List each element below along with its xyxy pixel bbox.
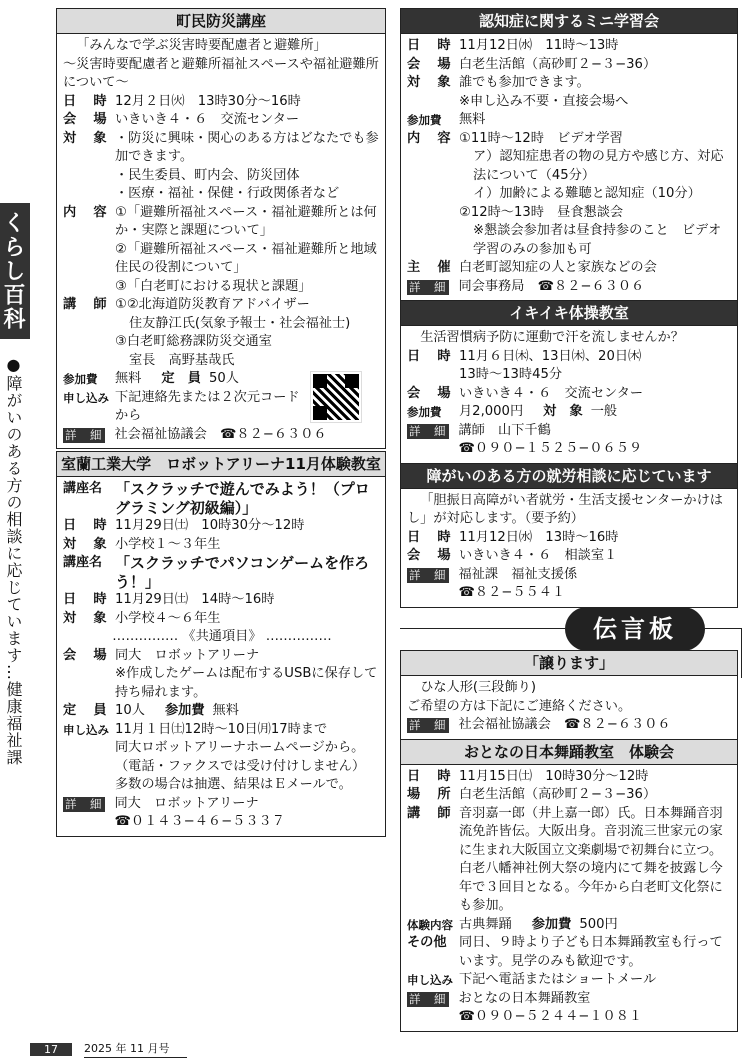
- divider-line: [705, 628, 741, 629]
- section-tag: くらし百科: [0, 203, 30, 339]
- divider-line: [741, 628, 742, 678]
- robot-target1: 小学校１〜３年生: [115, 536, 221, 552]
- ikiiki-date: 13時〜13時45分: [459, 367, 563, 382]
- robot-apply: 11月１日㈯12時〜10日㈪17時まで: [115, 721, 328, 737]
- page-number: 17: [30, 1043, 72, 1056]
- robot-fee: 無料: [212, 703, 239, 718]
- robot-date1: 11月29日㈯ 10時30分〜12時: [115, 518, 305, 533]
- issue-date: 2025 年 11 月号: [84, 1040, 187, 1058]
- buyou-box: おとなの日本舞踊教室 体験会 日 時 11月15日㈯ 10時30分〜12時 場 所 白老生活館（高砂町２−３−36） 講 師 音羽嘉一郎（井上嘉一郎）氏。日本舞踊音羽流免許皆伝。大阪出身。音羽流三世家元の家に生まれ大阪国立文楽劇場で初舞台に立つ。白老八幡神社例大祭の境内にて舞を披露し今年で３回目となる。今年から白老町文化祭にも参加。 体験内容 古典舞踊 参加費 500円 その他 同日、９時より子ども日本舞踊教室も行っています。見学のみも歓迎です。 申し込み 下記へ電話またはショートメール 詳 細 おとなの日本舞踊教室 ☎０９０−５２４４−１０８１: [400, 740, 738, 1032]
- bousai-title: 町民防災講座: [57, 9, 385, 34]
- buyou-detail: ☎０９０−５２４４−１０８１: [458, 1009, 643, 1024]
- yuzuri-detail: 社会福祉協議会 ☎８２−６３０６: [458, 717, 671, 732]
- ikiiki-place: いきいき４・６ 交流センター: [459, 385, 644, 401]
- ninchi-detail: 同会事務局 ☎８２−６３０６: [458, 278, 645, 294]
- yuzuri-item: ひな人形(三段飾り): [420, 680, 536, 695]
- buyou-title: おとなの日本舞踊教室 体験会: [401, 740, 737, 765]
- shuro-intro: 「胆振日高障がい者就労・生活支援センターかけはし」が対応します。（要予約）: [407, 492, 723, 526]
- ninchi-content: ②12時〜13時 昼食懇談会: [459, 204, 624, 220]
- yuzuri-box: 「譲ります」 ひな人形(三段飾り) ご希望の方は下記にご連絡ください。 詳 細 社会福祉協議会 ☎８２−６３０６: [400, 650, 738, 740]
- robot-place: 同大 ロボットアリーナ: [115, 647, 260, 663]
- shuro-date: 11月12日㈬ 13時〜16時: [459, 529, 619, 545]
- robot-course1: 「スクラッチで遊んでみよう！（プログラミング初級編）」: [115, 480, 370, 517]
- bousai-content: ①「避難所福祉スペース・福祉避難所とは何か・実際と課題について」: [115, 204, 377, 238]
- robot-apply: 同大ロボットアリーナホームページから。（電話・ファクスでは受け付けしません）: [115, 740, 366, 774]
- ikiiki-box: イキイキ体操教室 生活習慣病予防に運動で汗を流しませんか？ 日 時 11月６日㈭、13日㈭、20日㈭ 13時〜13時45分 会 場 いきいき４・６ 交流センター 参加費 月2,000円 対 象 一般 詳 細 講師 山下千鶴 ☎０９０−１５２５−０６５９: [400, 301, 738, 464]
- bousai-cap: 50人: [208, 371, 239, 386]
- buyou-detail: おとなの日本舞踊教室: [458, 990, 591, 1006]
- yuzuri-note: ご希望の方は下記にご連絡ください。: [407, 698, 632, 714]
- bousai-content: ③「白老町における現状と課題」: [115, 278, 312, 294]
- buyou-other: 同日、９時より子ども日本舞踊教室も行っています。見学のみも歓迎です。: [459, 935, 723, 969]
- ikiiki-title: イキイキ体操教室: [401, 301, 737, 326]
- buyou-lecturer: 音羽嘉一郎（井上嘉一郎）氏。日本舞踊音羽流免許皆伝。大阪出身。音羽流三世家元の家に生まれ大阪国立文楽劇場で初舞台に立つ。白老八幡神社例大祭の境内にて舞を披露し今年で３回目となる。今年から白老町文化祭にも参加。: [459, 805, 723, 913]
- bousai-target: ・医療・福祉・保健・行政関係者など: [115, 186, 340, 201]
- bousai-box: 町民防災講座 「みんなで学ぶ災害時要配慮者と避難所」 〜災害時要配慮者と避難所福祉スペースや福祉避難所について〜 日 時 12月２日㈫ 13時30分〜16時 会 場 いきいき４・６ 交流センター 対 象 ・防災に興味・関心のある方はどなたでも参加できます。 ・民生委員、町内会、防災団体 ・医療・福祉・保健・行政関係者など 内 容 ①「避難所福祉スペース・福祉避難所とは何か・実際と課題について」 ②「避難所福祉スペース・福祉避難所と地域住民の役割について」 ③「白老町における現状と課題」 講 師 ①②北海道防災教育アドバイザー 住友静江氏(気象予報士・社会福祉士) ③白老町総務課防災交通室 室長 高野基哉氏 参加費 無料 定 員 50人 申し込み 下記連絡先または２次元コードから 詳 細 社会福祉協議会 ☎８２−６３０６: [56, 8, 386, 449]
- ninchi-target-note: ※申し込み不要・直接会場へ: [459, 93, 629, 109]
- bousai-target: ・民生委員、町内会、防災団体: [115, 167, 300, 183]
- ninchi-fee: 無料: [459, 112, 486, 127]
- robot-box: 室蘭工業大学 ロボットアリーナ11月体験教室 講座名 「スクラッチで遊んでみよう！（プログラミング初級編）」 日 時 11月29日㈯ 10時30分〜12時 対 象 小学校１〜３年生 講座名 「スクラッチでパソコンゲームを作ろう！」 日 時 11月29日㈯ 14時〜16時 対 象 小学校４〜６年生 …………… 《共通項目》 …………… 会 場 同大 ロボットアリーナ ※作成したゲームは配布するUSBに保存して持ち帰れます。 定 員 10人 参加費 無料 申し込み 11月１日㈯12時〜10日㈪17時まで 同大ロボットアリーナホームページから。（電話・ファクスでは受け付けしません） 多数の場合は抽選、結果はＥメールで。 詳 細 同大 ロボットアリーナ ☎０１４３−４６−５３３７: [56, 451, 386, 837]
- robot-apply: 多数の場合は抽選、結果はＥメールで。: [115, 777, 352, 792]
- ikiiki-fee: 月2,000円: [459, 404, 524, 419]
- bousai-intro2: 〜災害時要配慮者と避難所福祉スペースや福祉避難所について〜: [63, 56, 379, 90]
- ninchi-content: ※懇談会参加者は昼食持参のこと ビデオ学習のみの参加も可: [473, 223, 722, 257]
- buyou-fee: 500円: [579, 916, 618, 932]
- ninchi-target: 誰でも参加できます。: [459, 75, 590, 90]
- bousai-detail: 社会福祉協議会 ☎８２−６３０６: [114, 426, 327, 442]
- dengon-banner: 伝言板: [565, 607, 705, 651]
- qr-code[interactable]: [311, 372, 361, 422]
- bousai-intro1: 「みんなで学ぶ災害時要配慮者と避難所」: [76, 38, 327, 53]
- bousai-lecturer: 室長 高野基哉氏: [129, 352, 235, 368]
- buyou-date: 11月15日㈯ 10時30分〜12時: [459, 768, 649, 784]
- ikiiki-detail: ☎０９０−１５２５−０６５９: [458, 441, 643, 456]
- bousai-apply: 下記連絡先または２次元コードから: [115, 389, 300, 423]
- shuro-place: いきいき４・６ 相談室１: [459, 548, 618, 563]
- robot-course2: 「スクラッチでパソコンゲームを作ろう！」: [115, 554, 370, 591]
- robot-detail: 同大 ロボットアリーナ: [114, 795, 259, 811]
- bousai-date: 12月２日㈫ 13時30分〜16時: [115, 93, 301, 109]
- ninchi-content: ①11時〜12時 ビデオ学習: [459, 130, 623, 146]
- ikiiki-detail: 講師 山下千鶴: [458, 422, 551, 438]
- robot-common: …………… 《共通項目》 ……………: [112, 629, 332, 644]
- shuro-box: 障がいのある方の就労相談に応じています 「胆振日高障がい者就労・生活支援センターかけはし」が対応します。（要予約） 日 時 11月12日㈬ 13時〜16時 会 場 いきいき４・６ 相談室１ 詳 細 福祉課 福祉支援係 ☎８２−５５４１: [400, 464, 738, 608]
- robot-title: 室蘭工業大学 ロボットアリーナ11月体験教室: [57, 452, 385, 477]
- robot-place-note: ※作成したゲームは配布するUSBに保存して持ち帰れます。: [115, 666, 378, 700]
- side-note: ●障がいのある方の相談に応じています…健康福祉課: [4, 355, 23, 766]
- robot-target2: 小学校４〜６年生: [115, 610, 221, 626]
- bousai-content: ②「避難所福祉スペース・福祉避難所と地域住民の役割について」: [115, 241, 377, 275]
- bousai-lecturer: ①②北海道防災教育アドバイザー: [115, 297, 310, 312]
- ninchi-host: 白老町認知症の人と家族などの会: [459, 260, 657, 275]
- bousai-lecturer: 住友静江氏(気象予報士・社会福祉士): [129, 315, 351, 331]
- ikiiki-target: 一般: [590, 404, 618, 419]
- shuro-detail: ☎８２−５５４１: [458, 585, 566, 600]
- ninchi-title: 認知症に関するミニ学習会: [401, 9, 737, 34]
- ninchi-box: 認知症に関するミニ学習会 日 時 11月12日㈬ 11時〜13時 会 場 白老生活館（高砂町２−３−36） 対 象 誰でも参加できます。 ※申し込み不要・直接会場へ 参加費 無料 内 容 ①11時〜12時 ビデオ学習 ア）認知症患者の物の見方や感じ方、対応法について（45分） イ）加齢による難聴と認知症（10分） ②12時〜13時 昼食懇談会 ※懇談会参加者は昼食持参のこと ビデオ学習のみの参加も可 主 催 白老町認知症の人と家族などの会 詳 細 同会事務局 ☎８２−６３０６: [400, 8, 738, 301]
- footer: [30, 1040, 187, 1058]
- ninchi-content: イ）加齢による難聴と認知症（10分）: [473, 186, 701, 201]
- bousai-fee: 無料: [115, 371, 142, 386]
- ikiiki-intro: 生活習慣病予防に運動で汗を流しませんか？: [420, 330, 684, 345]
- ikiiki-date: 11月６日㈭、13日㈭、20日㈭: [459, 348, 642, 364]
- divider-line: [400, 628, 565, 629]
- bousai-target: ・防災に興味・関心のある方はどなたでも参加できます。: [115, 130, 379, 164]
- buyou-exp: 古典舞踊: [459, 916, 512, 932]
- buyou-apply: 下記へ電話またはショートメール: [459, 972, 657, 987]
- yuzuri-title: 「譲ります」: [401, 651, 737, 676]
- buyou-place: 白老生活館（高砂町２−３−36）: [459, 787, 657, 802]
- ninchi-date: 11月12日㈬ 11時〜13時: [459, 38, 619, 53]
- side-tab: [0, 203, 30, 766]
- shuro-title: 障がいのある方の就労相談に応じています: [401, 464, 737, 489]
- bousai-place: いきいき４・６ 交流センター: [115, 112, 300, 127]
- ninchi-content: ア）認知症患者の物の見方や感じ方、対応法について（45分）: [473, 149, 724, 183]
- ninchi-place: 白老生活館（高砂町２−３−36）: [459, 56, 657, 72]
- robot-date2: 11月29日㈯ 14時〜16時: [115, 592, 275, 607]
- bousai-lecturer: ③白老町総務課防災交通室: [115, 334, 272, 349]
- shuro-detail: 福祉課 福祉支援係: [458, 566, 578, 582]
- robot-cap: 10人: [115, 703, 145, 718]
- robot-detail: ☎０１４３−４６−５３３７: [114, 814, 285, 829]
